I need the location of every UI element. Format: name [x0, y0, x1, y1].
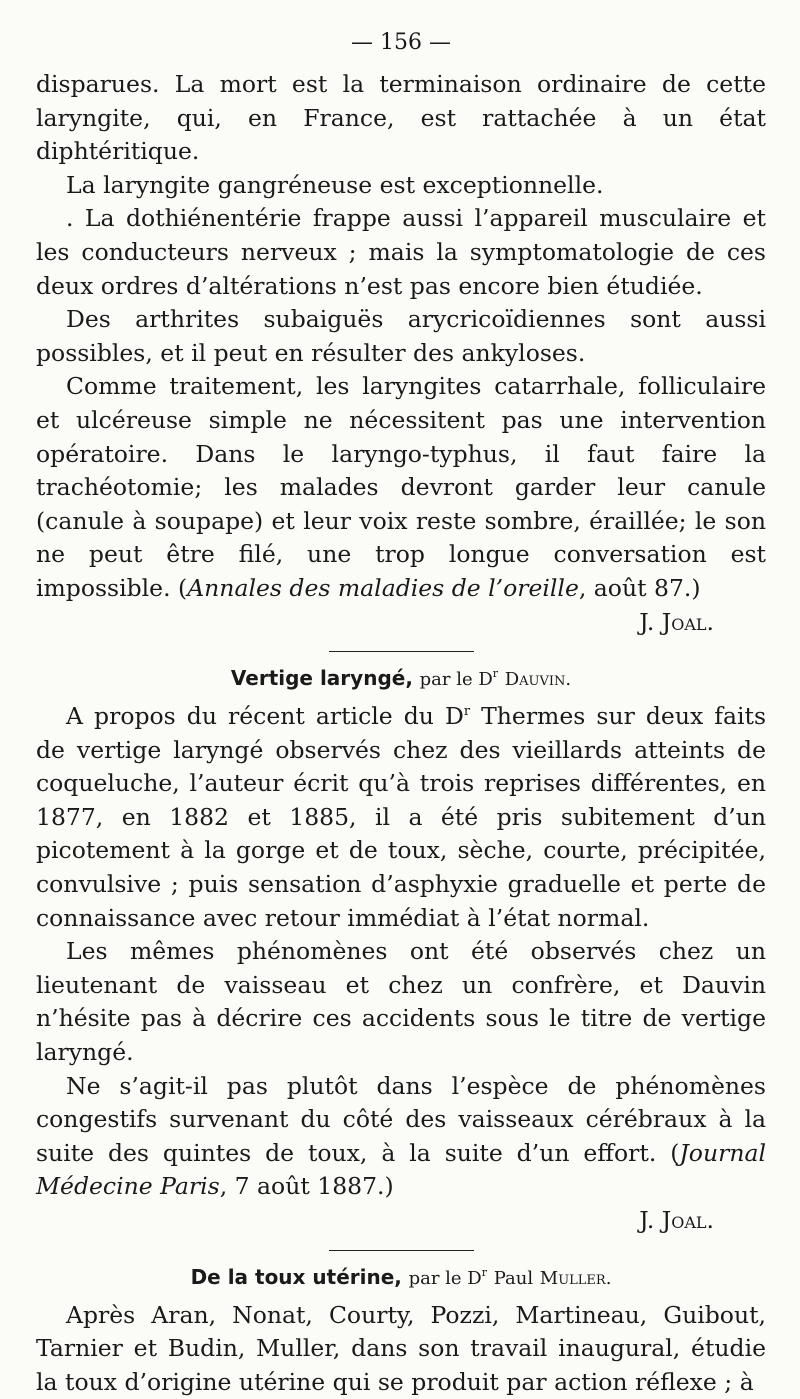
paragraph: [36, 700, 766, 935]
signature: J. Joal.: [639, 1206, 714, 1234]
article-title: Vertige laryngé,: [230, 666, 413, 691]
paragraph-text: Comme traitement, les laryngites catarrhale, folliculaire et ulcéreuse simple ne nécessitent pas une intervention opératoire. Dans le laryngo-typhus, il faut faire la trachéotomie; les malades devront garder leur canule (canule à soupape) et leur voix reste sombre, éraillée; le son ne peut être filé, une trop longue conversation est impossible. (: [36, 372, 766, 602]
signature: J. Joal.: [639, 607, 714, 636]
paragraph: Après Aran, Nonat, Courty, Pozzi, Martineau, Guibout, Tarnier et Budin, Muller, dans son travail inaugural, étudie la toux d’origine utérine qui se produit par action réflexe ; à: [36, 1300, 766, 1396]
paragraph: La laryngite gangréneuse est exceptionnelle.: [66, 170, 604, 199]
section-divider: [329, 651, 474, 652]
paragraph-text: Ne s’agit-il pas plutôt dans l’espèce de phénomènes congestifs survenant du côté des vaisseaux cérébraux à la suite des quintes de toux, à la suite d’un effort. (: [36, 1071, 766, 1167]
paragraph: Les mêmes phénomènes ont été observés chez un lieutenant de vaisseau et chez un confrère, et Dauvin n’hésite pas à décrire ces accidents sous le titre de vertige laryngé.: [36, 937, 766, 1067]
book-page: [36, 28, 766, 1399]
author-name: Muller.: [539, 1267, 612, 1289]
paragraph-text: A propos du récent article du D: [66, 702, 464, 731]
signature-line: [36, 606, 766, 640]
citation: Annales des maladies de l’oreille: [187, 573, 579, 602]
section-toux-uterine: [36, 1261, 766, 1399]
section-vertige: [36, 662, 766, 1238]
page-number: — 156 —: [351, 30, 451, 55]
byline-sup: r: [492, 667, 499, 681]
citation-tail: , août 87.): [578, 573, 701, 602]
paragraph: [36, 370, 766, 605]
byline-prefix: par le D: [408, 1267, 482, 1289]
citation-tail: , 7 août 1887.): [219, 1172, 394, 1201]
signature-line: [36, 1204, 766, 1238]
paragraph: [36, 1070, 766, 1204]
section-title: [36, 662, 766, 696]
section-divider: [329, 1250, 474, 1251]
author-name: Dauvin.: [504, 669, 572, 691]
byline-prefix: par le D: [419, 669, 493, 691]
superscript: r: [463, 704, 471, 720]
paragraph: Des arthrites subaiguës arycricoïdiennes sont aussi possibles, et il peut en résulter des ankyloses.: [36, 305, 766, 367]
author-first-name: Paul: [493, 1267, 534, 1289]
paragraph: . La dothiénentérie frappe aussi l’appareil musculaire et les conducteurs nerveux ; mais la symptomatologie de ces deux ordres d’altérations n’est pas encore bien étudiée.: [36, 204, 766, 300]
citation: Journal Médecine Paris: [36, 1138, 766, 1201]
section-title: [36, 1261, 766, 1295]
byline-sup: r: [481, 1265, 487, 1279]
section-laryngite: [36, 68, 766, 639]
article-title: De la toux utérine,: [190, 1264, 402, 1289]
paragraph: disparues. La mort est la terminaison ordinaire de cette laryngite, qui, en France, est rattachée à un état diphtéritique.: [36, 70, 766, 166]
paragraph-text: Thermes sur deux faits de vertige laryngé observés chez des vieillards atteints de coqueluche, l’auteur écrit qu’à trois reprises différentes, en 1877, en 1882 et 1885, il a été pris subitement d’un picotement à la gorge et de toux, sèche, courte, précipitée, convulsive ; puis sensation d’asphyxie graduelle et perte de connaissance avec retour immédiat à l’état normal.: [36, 702, 767, 932]
